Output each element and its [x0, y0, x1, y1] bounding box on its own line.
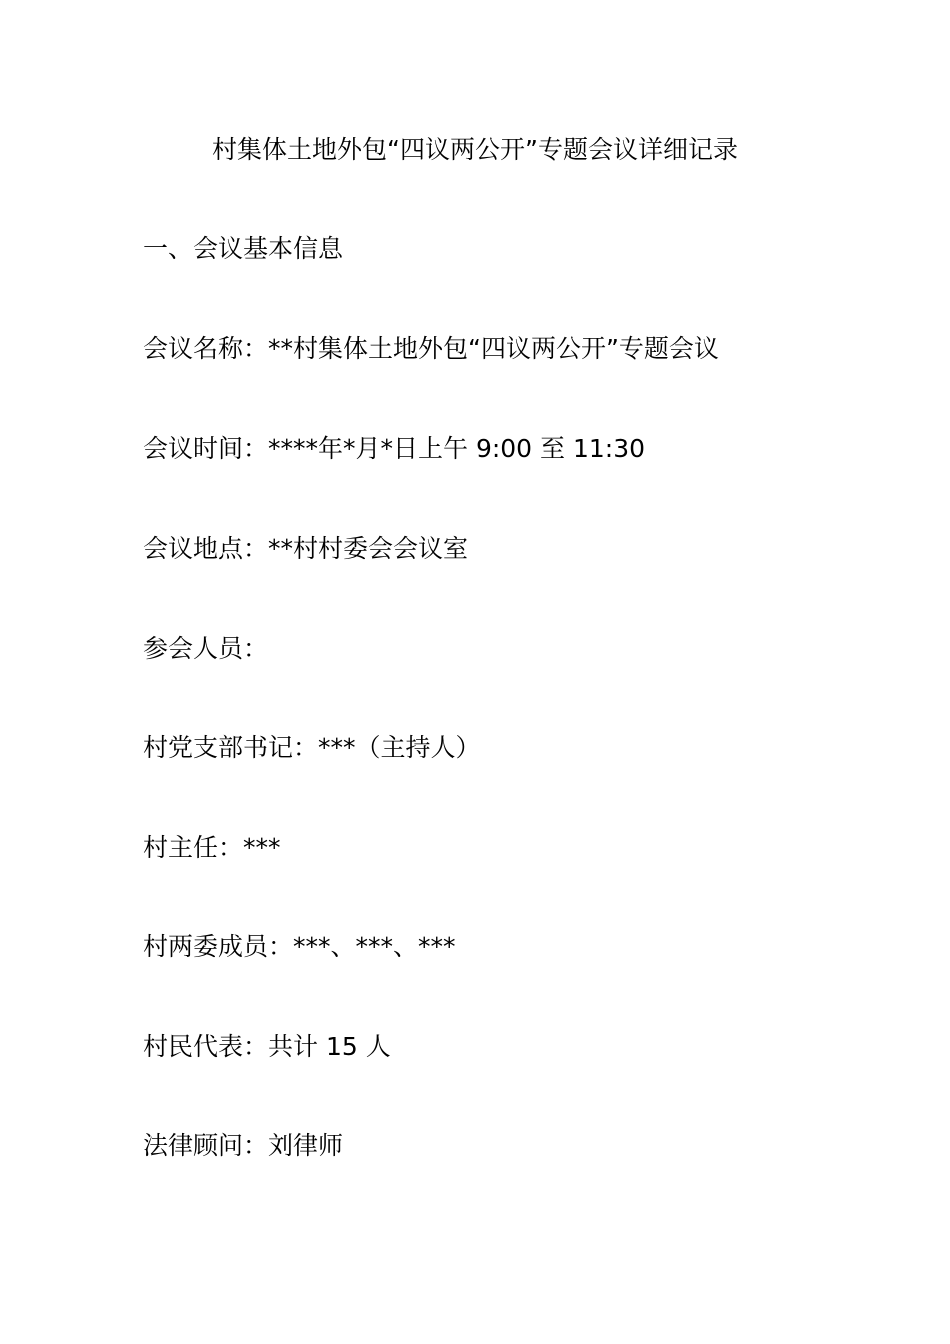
meeting-time-line: 会议时间：****年*月*日上午 9:00 至 11:30: [143, 434, 646, 463]
meeting-name-line: 会议名称：**村集体土地外包“四议两公开”专题会议: [143, 334, 719, 363]
meeting-place-line: 会议地点：**村村委会会议室: [143, 534, 469, 563]
attendee-line: 村民代表：共计 15 人: [143, 1032, 391, 1061]
attendee-line: 村主任：***: [143, 833, 281, 862]
attendee-line: 村两委成员：***、***、***: [143, 932, 456, 961]
document-title: 村集体土地外包“四议两公开”专题会议详细记录: [212, 135, 738, 164]
attendee-line: 村党支部书记：***（主持人）: [143, 733, 481, 762]
section-heading: 一、会议基本信息: [143, 234, 344, 263]
attendee-line: 法律顾问：刘律师: [143, 1131, 344, 1160]
attendees-label: 参会人员：: [143, 634, 269, 663]
